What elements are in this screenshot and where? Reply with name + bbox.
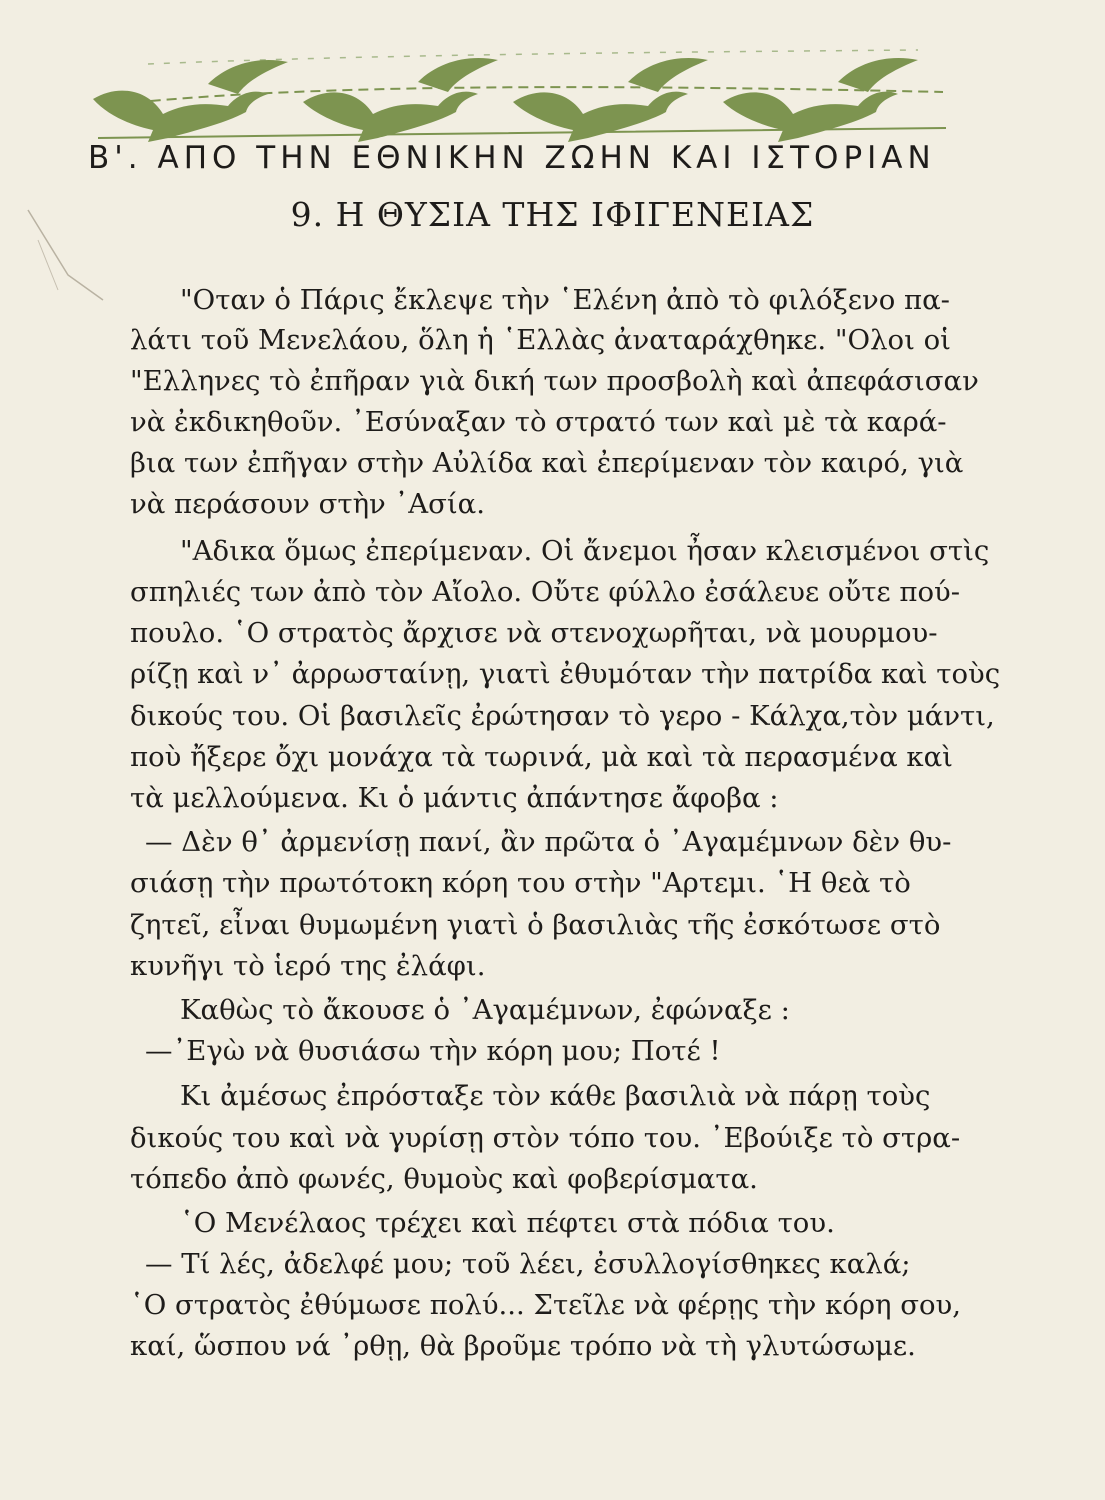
winged-creature-icon xyxy=(93,60,288,142)
text-line: νὰ περάσουν στὴν ᾽Ασία. xyxy=(130,488,485,520)
text-line: — Τί λές, ἀδελφέ μου; τοῦ λέει, ἐσυλλογίσθηκες καλά; xyxy=(145,1248,911,1280)
text-line: ζητεῖ, εἶναι θυμωμένη γιατὶ ὁ βασιλιὰς τῆς ἐσκότωσε στὸ xyxy=(130,909,941,941)
text-line: τόπεδο ἀπὸ φωνές, θυμοὺς καὶ φοβερίσματα. xyxy=(130,1163,758,1195)
text-line: κυνῆγι τὸ ἱερό της ἐλάφι. xyxy=(130,950,486,982)
text-line: τὰ μελλούμενα. Κι ὁ μάντις ἀπάντησε ἄφοβα : xyxy=(130,782,779,814)
text-line: βια των ἐπῆγαν στὴν Αὐλίδα καὶ ἐπερίμεναν τὸν καιρό, γιὰ xyxy=(130,447,964,479)
text-line: "Ελληνες τὸ ἐπῆραν γιὰ δική των προσβολὴ καὶ ἀπεφάσισαν xyxy=(130,365,979,397)
text-line: καί, ὥσπου νά ᾽ρθῃ, θὰ βροῦμε τρόπο νὰ τὴ γλυτώσωμε. xyxy=(130,1330,916,1362)
text-line: δικούς του. Οἱ βασιλεῖς ἐρώτησαν τὸ γερο - Κάλχα,τὸν μάντι, xyxy=(130,700,995,732)
text-line: λάτι τοῦ Μενελάου, ὅλη ἡ ῾Ελλὰς ἀναταράχθηκε. "Ολοι οἱ xyxy=(130,324,951,356)
text-line: σιάσῃ τὴν πρωτότοκη κόρη του στὴν "Αρτεμι. ῾Η θεὰ τὸ xyxy=(130,867,911,899)
text-line: πουλο. ῾Ο στρατὸς ἄρχισε νὰ στενοχωρῆται, νὰ μουρμου- xyxy=(130,617,938,649)
text-line: σπηλιές των ἀπὸ τὸν Αἴολο. Οὔτε φύλλο ἐσάλευε οὔτε πού- xyxy=(130,576,961,608)
text-line: ῾Ο στρατὸς ἐθύμωσε πολύ... Στεῖλε νὰ φέρῃς τὴν κόρη σου, xyxy=(130,1289,961,1321)
chapter-title: 9. Η ΘΥΣΙΑ ΤΗΣ ΙΦΙΓΕΝΕΙΑΣ xyxy=(290,195,815,234)
text-line: ῾Ο Μενέλαος τρέχει καὶ πέφτει στὰ πόδια του. xyxy=(180,1207,835,1239)
section-heading: Β'. ΑΠΟ ΤΗΝ ΕΘΝΙΚΗΝ ΖΩΗΝ ΚΑΙ ΙΣΤΟΡΙΑΝ xyxy=(88,140,936,176)
winged-creature-icon xyxy=(513,58,708,142)
text-line: ποὺ ἤξερε ὄχι μονάχα τὰ τωρινά, μὰ καὶ τὰ περασμένα καὶ xyxy=(130,741,953,773)
winged-creature-icon xyxy=(303,58,498,142)
text-line: νὰ ἐκδικηθοῦν. ᾽Εσύναξαν τὸ στρατό των καὶ μὲ τὰ καρά- xyxy=(130,406,947,438)
text-line: — Δὲν θ᾽ ἀρμενίσῃ πανί, ἂν πρῶτα ὁ ᾽Αγαμέμνων δὲν θυ- xyxy=(145,826,952,858)
text-line: Κι ἀμέσως ἐπρόσταξε τὸν κάθε βασιλιὰ νὰ πάρῃ τοὺς xyxy=(180,1080,931,1112)
text-line: Καθὼς τὸ ἄκουσε ὁ ᾽Αγαμέμνων, ἐφώναξε : xyxy=(180,994,790,1026)
text-line: "Οταν ὁ Πάρις ἔκλεψε τὴν ῾Ελένη ἀπὸ τὸ φιλόξενο πα- xyxy=(180,284,950,316)
text-line: δικούς του καὶ νὰ γυρίσῃ στὸν τόπο του. ᾽Εβούιξε τὸ στρα- xyxy=(130,1122,961,1154)
text-line: —᾽Εγὼ νὰ θυσιάσω τὴν κόρη μου; Ποτέ ! xyxy=(145,1035,721,1067)
ornament-frieze xyxy=(88,44,948,144)
text-line: ρίζῃ καὶ ν᾽ ἀρρωσταίνῃ, γιατὶ ἐθυμόταν τὴν πατρίδα καὶ τοὺς xyxy=(130,658,1001,690)
text-line: "Αδικα ὅμως ἐπερίμεναν. Οἱ ἄνεμοι ἦσαν κλεισμένοι στὶς xyxy=(180,535,990,567)
